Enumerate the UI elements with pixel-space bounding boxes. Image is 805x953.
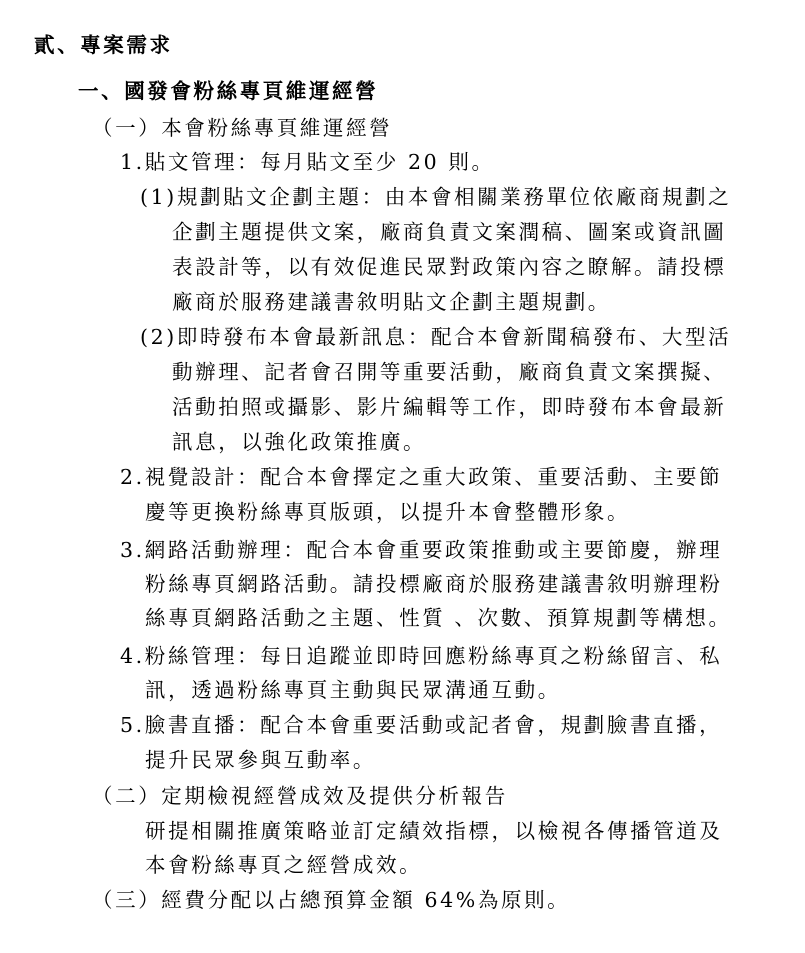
- item2-line: 2.視覺設計：配合本會擇定之重大政策、重要活動、主要節: [120, 465, 723, 489]
- part2-body-line: 本會粉絲專頁之經營成效。: [145, 853, 423, 877]
- item1-sub1-line: (1)規劃貼文企劃主題：由本會相關業務單位依廠商規劃之: [140, 185, 732, 209]
- item4-line: 4.粉絲管理：每日追蹤並即時回應粉絲專頁之粉絲留言、私: [120, 644, 723, 668]
- part2-body-line: 研提相關推廣策略並訂定績效指標，以檢視各傳播管道及: [145, 819, 723, 843]
- item1-sub2-line: 訊息，以強化政策推廣。: [172, 430, 427, 454]
- section-subheading: 一、國發會粉絲專頁維運經營: [78, 79, 379, 103]
- item5-line: 提升民眾參與互動率。: [145, 748, 376, 772]
- item3-line: 粉絲專頁網路活動。請投標廠商於服務建議書敘明辦理粉: [145, 572, 723, 596]
- item3-line: 3.網路活動辦理：配合本會重要政策推動或主要節慶，辦理: [120, 538, 723, 562]
- part1-title: （一）本會粉絲專頁維運經營: [92, 116, 393, 140]
- part3-title: （三）經費分配以占總預算金額 64%為原則。: [92, 888, 571, 912]
- section-heading: 貳、專案需求: [34, 33, 173, 57]
- item3-line: 絲專頁網路活動之主題、性質 、次數、預算規劃等構想。: [145, 606, 732, 630]
- item1-sub2-line: 活動拍照或攝影、影片編輯等工作，即時發布本會最新: [172, 395, 727, 419]
- item1-sub1-line: 廠商於服務建議書敘明貼文企劃主題規劃。: [172, 290, 611, 314]
- item1-sub2-line: (2)即時發布本會最新訊息：配合本會新聞稿發布、大型活: [140, 325, 732, 349]
- item5-line: 5.臉書直播：配合本會重要活動或記者會，規劃臉書直播，: [120, 713, 723, 737]
- item1-sub1-line: 企劃主題提供文案，廠商負責文案潤稿、圖案或資訊圖: [172, 220, 727, 244]
- item1-sub2-line: 動辦理、記者會召開等重要活動，廠商負責文案撰擬、: [172, 360, 727, 384]
- item1-line: 1.貼文管理：每月貼文至少 20 則。: [120, 150, 495, 174]
- item2-line: 慶等更換粉絲專頁版頭，以提升本會整體形象。: [145, 500, 631, 524]
- item4-line: 訊，透過粉絲專頁主動與民眾溝通互動。: [145, 678, 561, 702]
- item1-sub1-line: 表設計等，以有效促進民眾對政策內容之瞭解。請投標: [172, 255, 727, 279]
- part2-title: （二）定期檢視經營成效及提供分析報告: [92, 784, 508, 808]
